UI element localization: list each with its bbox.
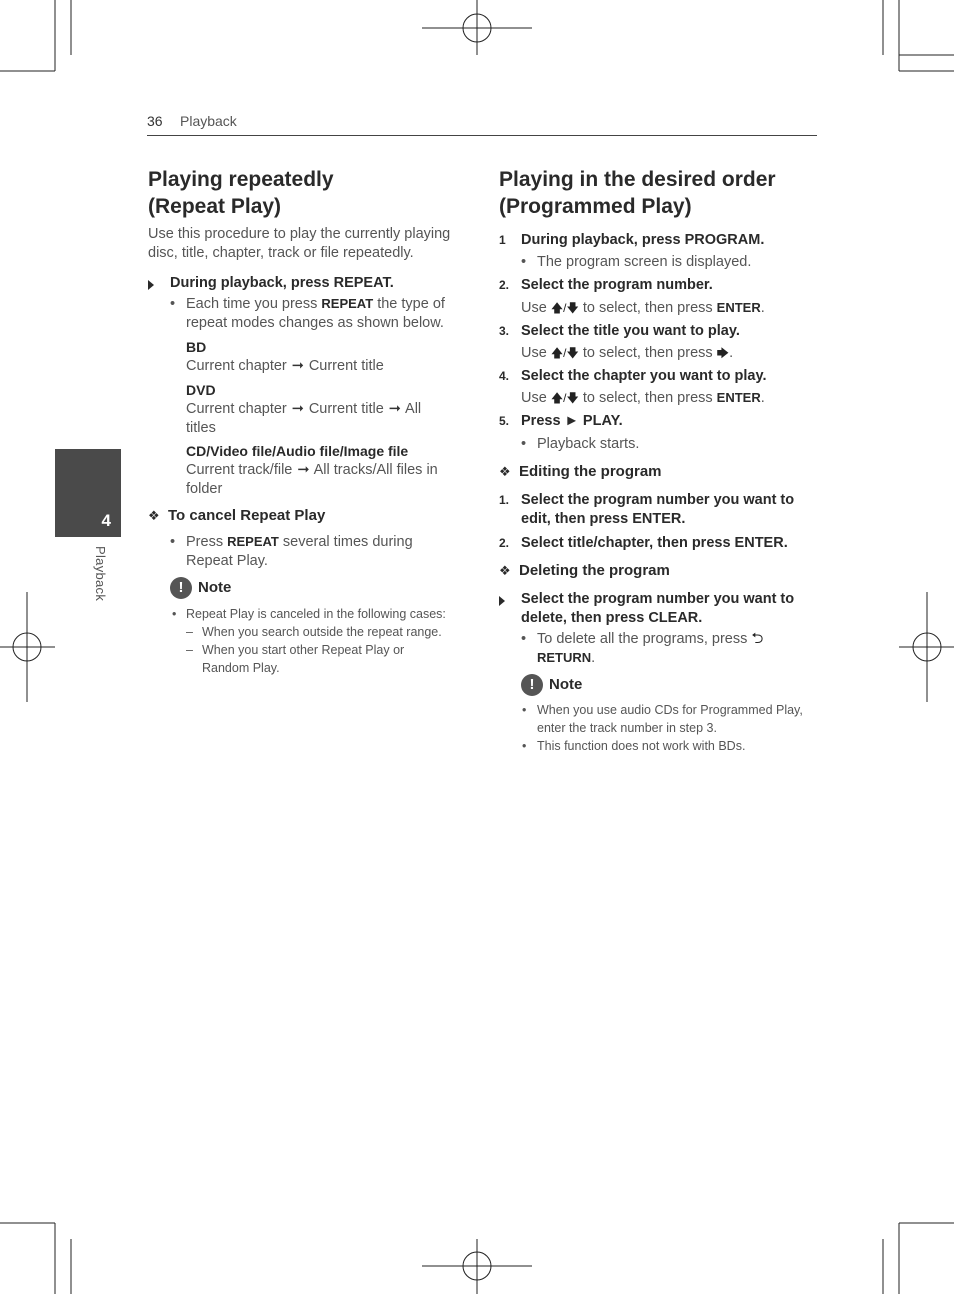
exclamation-icon: ! bbox=[170, 577, 192, 599]
delete-bullet: To delete all the programs, press ⮌ RETURN. bbox=[537, 630, 764, 666]
section-header: Playback bbox=[180, 113, 237, 129]
diamond-icon: ❖ bbox=[148, 508, 160, 523]
deleting-heading: ❖ Deleting the program bbox=[499, 562, 670, 579]
repeat-intro: Use this procedure to play the currently playing disc, title, chapter, track or file repeatedly. bbox=[148, 226, 451, 261]
diamond-icon: ❖ bbox=[499, 464, 511, 479]
right-arrow-icon: 🡆 bbox=[716, 346, 730, 360]
bd-label: BD bbox=[186, 339, 207, 355]
note-heading: ! Note bbox=[170, 577, 231, 599]
programmed-play-title: Playing in the desired order (Programmed Play) bbox=[499, 168, 776, 218]
page-number: 36 bbox=[147, 113, 163, 129]
exclamation-icon: ! bbox=[521, 674, 543, 696]
diamond-icon: ❖ bbox=[499, 563, 511, 578]
cancel-bullet: • bbox=[170, 534, 176, 550]
program-note-2: This function does not work with BDs. bbox=[537, 739, 746, 753]
editing-heading: ❖ Editing the program bbox=[499, 463, 662, 480]
program-note-heading: ! Note bbox=[521, 674, 582, 696]
note-text: Repeat Play is canceled in the following cases: bbox=[186, 607, 446, 621]
chapter-tab-label: Playback bbox=[93, 546, 108, 602]
title-line-1: Playing repeatedly bbox=[148, 168, 334, 191]
arrow-right-icon: ➞ bbox=[297, 462, 310, 478]
step-1-bullet: The program screen is displayed. bbox=[537, 254, 752, 270]
arrow-right-icon: ➞ bbox=[388, 401, 401, 417]
cd-label: CD/Video file/Audio file/Image file bbox=[186, 443, 409, 459]
dvd-sequence: Current chapter ➞ Current title ➞ All titles bbox=[186, 401, 422, 436]
header-rule bbox=[147, 135, 817, 136]
step-arrow-icon bbox=[499, 593, 505, 612]
up-down-arrows-icon: 🡅/🡇 bbox=[550, 301, 579, 315]
step-2-detail: Use 🡅/🡇 to select, then press ENTER. bbox=[521, 300, 765, 316]
program-note-1: When you use audio CDs for Programmed Play, enter the track number in step 3. bbox=[537, 703, 803, 735]
repeat-bullet: • bbox=[170, 296, 176, 312]
cancel-bullet-text: Press REPEAT several times during Repeat Play. bbox=[186, 534, 413, 569]
title-line-2: (Repeat Play) bbox=[148, 195, 282, 218]
cd-sequence: Current track/file ➞ All tracks/All files in folder bbox=[186, 462, 438, 497]
arrow-right-icon: ➞ bbox=[291, 401, 304, 417]
arrow-right-icon: ➞ bbox=[291, 358, 304, 374]
step-arrow-icon bbox=[148, 277, 154, 296]
dvd-label: DVD bbox=[186, 382, 216, 398]
return-icon: ⮌ bbox=[751, 630, 764, 647]
cancel-repeat-heading: ❖ To cancel Repeat Play bbox=[148, 507, 326, 524]
repeat-play-title bbox=[148, 166, 334, 220]
chapter-number: 4 bbox=[101, 511, 111, 530]
up-down-arrows-icon: 🡅/🡇 bbox=[550, 346, 579, 360]
up-down-arrows-icon: 🡅/🡇 bbox=[550, 391, 579, 405]
note-dash-2: When you start other Repeat Play or Random Play. bbox=[202, 643, 405, 675]
bd-sequence: Current chapter ➞ Current title bbox=[186, 358, 384, 374]
step-5-bullet: Playback starts. bbox=[537, 436, 640, 452]
note-dash-1: When you search outside the repeat range. bbox=[202, 625, 442, 639]
step-3-detail: Use 🡅/🡇 to select, then press 🡆. bbox=[521, 345, 734, 361]
repeat-bullet-text: Each time you press REPEAT the type of repeat modes changes as shown below. bbox=[186, 296, 445, 331]
step-4-detail: Use 🡅/🡇 to select, then press ENTER. bbox=[521, 390, 765, 406]
chapter-tab bbox=[55, 449, 121, 537]
